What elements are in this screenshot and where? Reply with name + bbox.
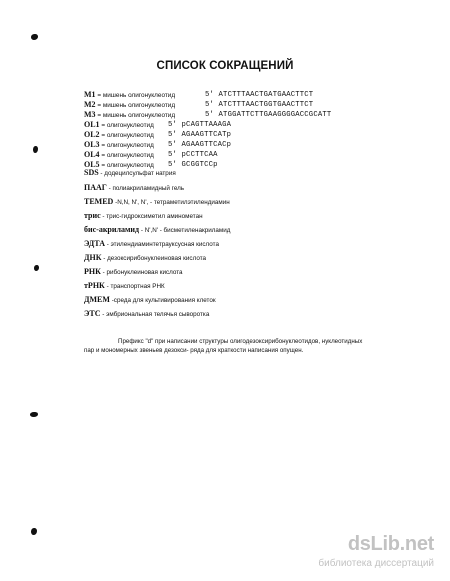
watermark-brand: dsLib.net <box>347 533 434 555</box>
abbreviation-code: ТЕМЕD <box>84 197 114 206</box>
sequence-value: 5' ATCTTTAACTGATGAACTTCT <box>205 91 314 99</box>
watermark-subtitle: библиотека диссертаций <box>318 558 434 569</box>
sequence-value: 5' ATGGATTCTTGAAGGGGACCGCATT <box>205 111 332 119</box>
page-title: СПИСОК СОКРАЩЕНИЙ <box>156 60 294 72</box>
sequence-list <box>84 90 424 170</box>
abbreviation-row <box>84 254 206 263</box>
abbreviation-row <box>84 296 216 305</box>
abbreviation-row <box>84 212 203 221</box>
sequence-code: M3 <box>84 110 96 119</box>
scan-mark <box>31 34 38 40</box>
abbreviation-desc: - N',N' - бисметиленакриламид <box>139 227 231 234</box>
abbreviation-row <box>84 184 184 193</box>
abbreviation-code: ДНК <box>84 253 102 262</box>
abbreviation-code: ДМЕМ <box>84 295 110 304</box>
abbreviation-desc: -N,N, N', N', - тетраметилэтилендиамин <box>113 199 230 206</box>
abbreviation-row <box>84 198 230 207</box>
sequence-code: OL5 <box>84 160 100 169</box>
abbreviation-row <box>84 226 230 235</box>
sequence-value: 5' AGAAGTTCACp <box>168 141 232 149</box>
sequence-value: 5' GCGGTCCp <box>168 161 218 169</box>
scan-mark <box>33 146 38 153</box>
abbreviation-desc: - дезоксирибонуклеиновая кислота <box>101 255 207 262</box>
sequence-row <box>84 150 424 160</box>
scan-mark <box>34 265 39 271</box>
abbreviation-code: бис-акриламид <box>84 225 140 234</box>
abbreviation-desc: - полиакриламидный гель <box>106 185 185 192</box>
sequence-code: M2 <box>84 100 96 109</box>
sequence-desc: = мишень олигонуклеотид <box>95 102 176 109</box>
abbreviation-desc: - трис-гидроксиметил аминометан <box>100 213 203 220</box>
sequence-code: M1 <box>84 90 96 99</box>
sequence-code: OL2 <box>84 130 100 139</box>
sequence-value: 5' ATCTTTAACTGGTGAACTTCT <box>205 101 314 109</box>
sequence-desc: = олигонуклеотид <box>99 142 154 149</box>
abbreviation-code: SDS <box>84 168 99 177</box>
sequence-value: 5' pCAGTTAAAGA <box>168 121 232 129</box>
scan-mark <box>31 528 37 535</box>
abbreviation-desc: - транспортная РНК <box>104 283 165 290</box>
sequence-row <box>84 90 424 100</box>
sequence-desc: = олигонуклеотид <box>99 132 154 139</box>
abbreviation-code: ПААГ <box>84 183 107 192</box>
sequence-code: OL4 <box>84 150 100 159</box>
abbreviation-desc: - эмбриональная телячья сыворотка <box>100 311 210 318</box>
abbreviation-code: трис <box>84 211 101 220</box>
sequence-value: 5' AGAAGTTCATp <box>168 131 232 139</box>
abbreviation-row <box>84 268 183 277</box>
sequence-code: OL1 <box>84 120 100 129</box>
abbreviation-desc: -среда для культивирования клеток <box>109 297 216 304</box>
abbreviation-row <box>84 240 219 249</box>
abbreviation-row <box>84 310 209 319</box>
sequence-row <box>84 100 424 110</box>
sequence-desc: = олигонуклеотид <box>99 152 154 159</box>
abbreviation-row <box>84 169 176 178</box>
sequence-row <box>84 110 424 120</box>
sequence-row <box>84 120 424 130</box>
sequence-row <box>84 130 424 140</box>
sequence-desc: = мишень олигонуклеотид <box>95 92 176 99</box>
sequence-code: OL3 <box>84 140 100 149</box>
prefix-note: Префикс "d" при написании структуры олигодезоксирибонуклеотидов, нуклеотидных пар и мономерных звеньев дезокси- ряда для краткости написания опущен. <box>84 338 363 354</box>
abbreviation-code: тРНК <box>84 281 105 290</box>
sequence-row <box>84 140 424 150</box>
sequence-value: 5' pCCTTCAA <box>168 151 218 159</box>
watermark-logo <box>282 533 442 573</box>
sequence-desc: = олигонуклеотид <box>99 122 154 129</box>
sequence-desc: = олигонуклеотид <box>99 162 154 169</box>
abbreviation-code: ЭДТА <box>84 239 105 248</box>
scan-mark <box>30 412 38 417</box>
abbreviation-code: РНК <box>84 267 101 276</box>
abbreviation-code: ЭТС <box>84 309 101 318</box>
abbreviation-desc: - додецилсульфат натрия <box>98 170 176 177</box>
sequence-desc: = мишень олигонуклеотид <box>95 112 176 119</box>
abbreviation-desc: - этилендиаминтетрауксусная кислота <box>104 241 219 248</box>
abbreviation-desc: - рибонуклеиновая кислота <box>100 269 183 276</box>
abbreviation-row <box>84 282 165 291</box>
